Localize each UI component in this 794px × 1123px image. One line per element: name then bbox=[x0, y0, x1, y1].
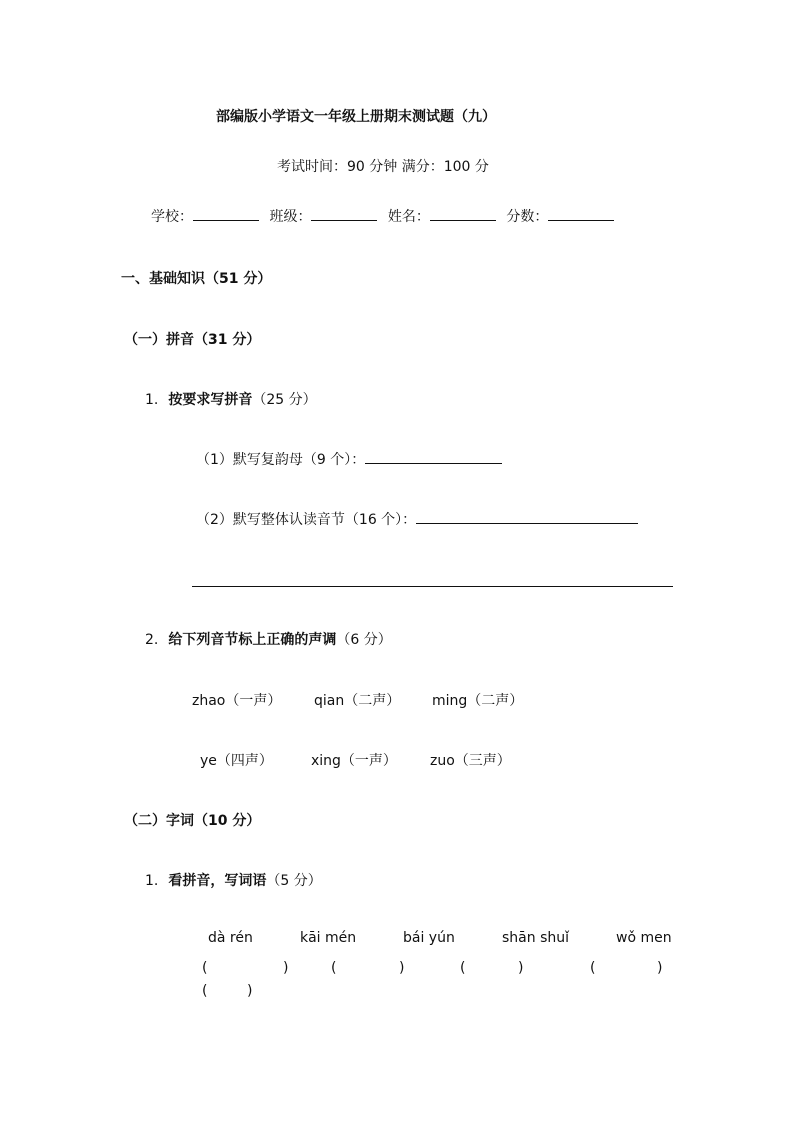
answer-paren-close: ) bbox=[518, 960, 524, 976]
answer-paren-open[interactable]: ( bbox=[590, 960, 596, 976]
answer-paren-close: ) bbox=[399, 960, 405, 976]
question-2 bbox=[145, 629, 392, 649]
pinyin-word: shān shuǐ bbox=[502, 930, 569, 946]
answer-paren-close: ) bbox=[283, 960, 289, 976]
question-number: 2. bbox=[145, 632, 159, 648]
section-heading: 一、基础知识（51 分） bbox=[121, 271, 272, 287]
tone-item: qian（二声） bbox=[314, 693, 401, 709]
answer-paren-open[interactable]: ( bbox=[460, 960, 466, 976]
class-field: 班级： bbox=[269, 209, 377, 225]
subquestion-2: （2）默写整体认读音节（16 个）： bbox=[196, 509, 638, 529]
pinyin-word: wǒ men bbox=[616, 930, 672, 946]
answer-line[interactable] bbox=[416, 509, 638, 524]
class-blank[interactable] bbox=[311, 206, 377, 221]
exam-subtitle: 考试时间：90 分钟 满分：100 分 bbox=[277, 159, 489, 175]
answer-paren-open[interactable]: ( bbox=[331, 960, 337, 976]
question-title: 给下列音节标上正确的声调 bbox=[168, 632, 337, 648]
question-number: 1. bbox=[145, 873, 159, 889]
tone-item: zuo（三声） bbox=[430, 753, 511, 769]
tone-item: xing（一声） bbox=[311, 753, 397, 769]
part1-heading: （一）拼音（31 分） bbox=[124, 332, 261, 348]
student-info-row bbox=[151, 206, 620, 226]
subquestion-1: （1）默写复韵母（9 个）： bbox=[196, 449, 502, 469]
name-blank[interactable] bbox=[430, 206, 496, 221]
answer-line-full[interactable] bbox=[192, 586, 673, 587]
question-title: 看拼音，写词语 bbox=[168, 873, 267, 889]
question-score: （25 分） bbox=[252, 392, 317, 408]
tone-item: ye（四声） bbox=[200, 753, 273, 769]
part2-heading: （二）字词（10 分） bbox=[124, 813, 261, 829]
exam-title: 部编版小学语文一年级上册期末测试题（九） bbox=[216, 109, 496, 125]
answer-paren-close: ) bbox=[247, 983, 253, 999]
question-score: （6 分） bbox=[336, 632, 392, 648]
question-number: 1. bbox=[145, 392, 159, 408]
name-field: 姓名： bbox=[388, 209, 496, 225]
pinyin-word: dà rén bbox=[208, 930, 253, 946]
question-title: 按要求写拼音 bbox=[168, 392, 253, 408]
question-1 bbox=[145, 389, 317, 409]
answer-paren-close: ) bbox=[657, 960, 663, 976]
answer-paren-open[interactable]: ( bbox=[202, 983, 208, 999]
tone-item: ming（二声） bbox=[432, 693, 524, 709]
answer-line[interactable] bbox=[365, 449, 502, 464]
question-1-words bbox=[145, 870, 322, 890]
school-blank[interactable] bbox=[193, 206, 259, 221]
answer-paren-open[interactable]: ( bbox=[202, 960, 208, 976]
tone-item: zhao（一声） bbox=[192, 693, 282, 709]
pinyin-word: kāi mén bbox=[300, 930, 357, 946]
score-blank[interactable] bbox=[548, 206, 614, 221]
pinyin-word: bái yún bbox=[403, 930, 455, 946]
school-field: 学校： bbox=[151, 209, 259, 225]
question-score: （5 分） bbox=[266, 873, 322, 889]
score-field: 分数： bbox=[506, 209, 614, 225]
